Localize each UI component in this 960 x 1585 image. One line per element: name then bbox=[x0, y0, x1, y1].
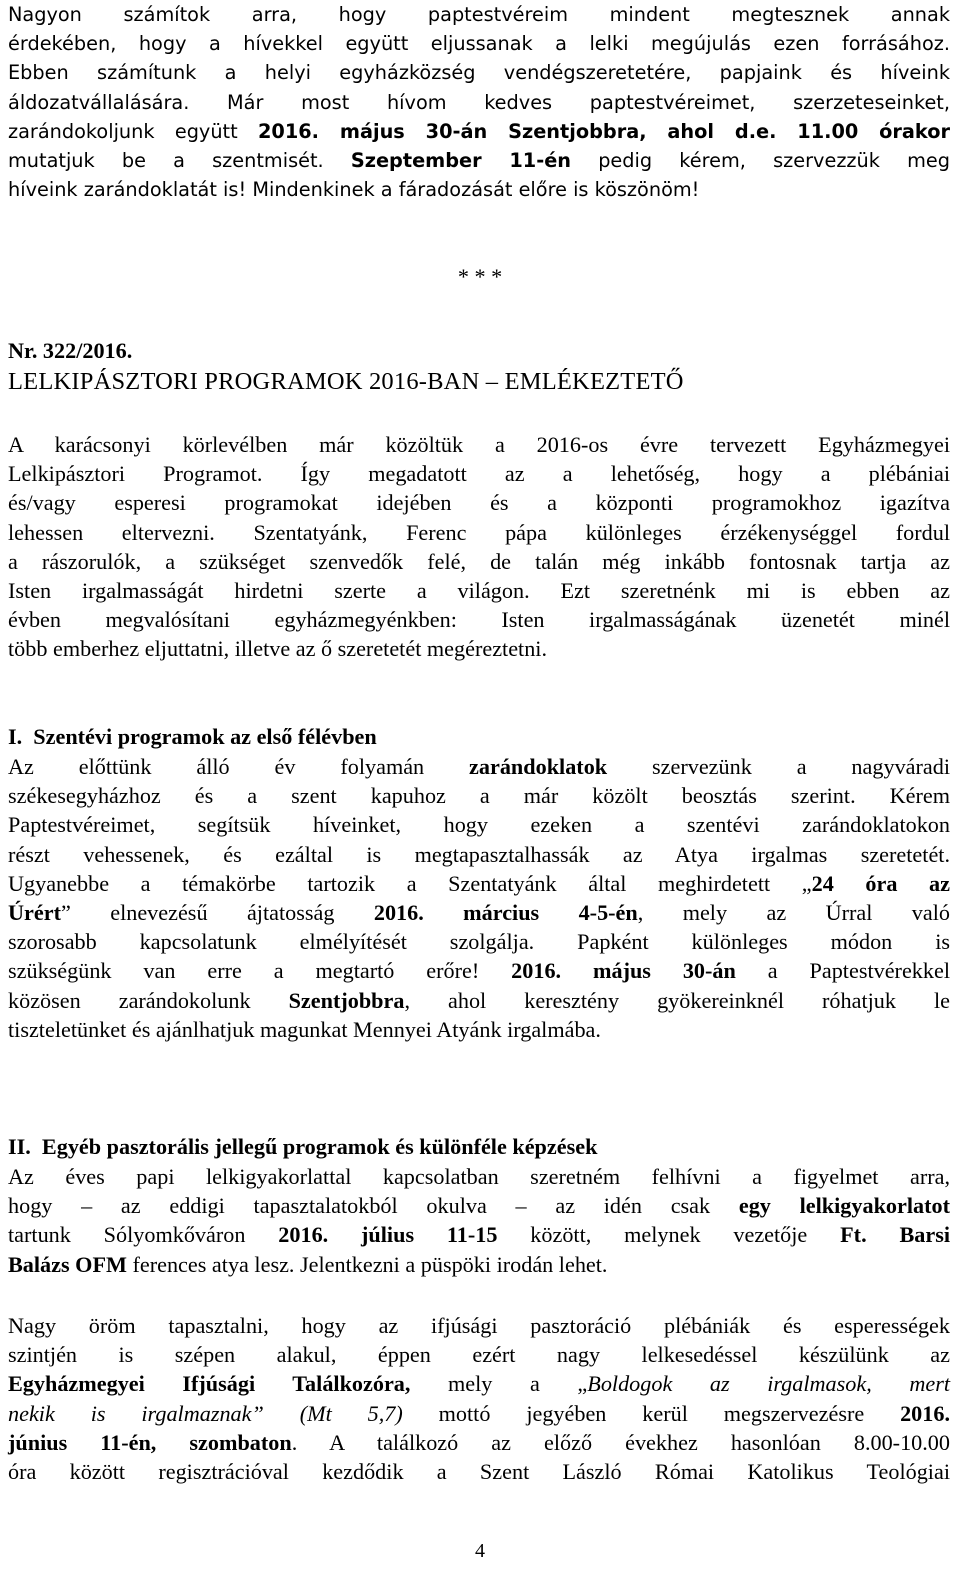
section-number: II. bbox=[8, 1134, 31, 1159]
date-highlight: 2016. május 30-án Szentjobbra, ahol d.e. 11.00 órakor bbox=[257, 119, 950, 143]
text-line bbox=[8, 1250, 950, 1279]
text-span: . A találkozó az előző évekhez hasonlóan 8.00-10.00 bbox=[291, 1429, 950, 1455]
text-span: között, melynek vezetője bbox=[497, 1222, 841, 1248]
bold-term: egy lelkigyakorlatot bbox=[738, 1193, 950, 1219]
section-2-body bbox=[8, 1162, 950, 1279]
date-highlight: 2016. március 4-5-én bbox=[373, 900, 638, 926]
text-line bbox=[8, 1220, 950, 1249]
text-line bbox=[8, 956, 950, 985]
text-line: A karácsonyi körlevélben már közöltük a 2016-os évre tervezett Egyházmegyei bbox=[8, 432, 950, 457]
text-line: Ebben számítunk a helyi egyházközség vendégszeretetére, papjaink és híveink bbox=[8, 61, 950, 85]
doc-number-text: Nr. 322/2016. bbox=[8, 338, 133, 363]
motto-text: Boldogok az irgalmasok, mert bbox=[587, 1371, 951, 1397]
text-span: Ugyanebbe a témakörbe tartozik a Szentatyánk által meghirdetett „ bbox=[8, 870, 812, 896]
text-line: Az éves papi lelkigyakorlattal kapcsolatban szeretném felhívni a figyelmet arra, bbox=[8, 1164, 950, 1189]
text-span: szükségünk van erre a megtartó erőre! bbox=[8, 958, 512, 984]
text-line bbox=[8, 146, 950, 175]
text-span: szervezünk a nagyváradi bbox=[607, 754, 950, 779]
youth-paragraph bbox=[8, 1311, 950, 1486]
intro-paragraph bbox=[8, 430, 950, 664]
date-highlight: június 11-én, szombaton bbox=[8, 1429, 292, 1455]
text-line bbox=[8, 1399, 950, 1428]
text-span: a Paptestvérekkel bbox=[735, 958, 950, 984]
text-line: évben megvalósítani egyházmegyénkben: Isten irgalmasságának üzenetét minél bbox=[8, 607, 950, 633]
text-line: Isten irgalmasságát hirdetni szerte a világon. Ezt szeretnénk mi is ebben az bbox=[8, 578, 950, 604]
page-title: LELKIPÁSZTORI PROGRAMOK 2016-BAN – EMLÉKEZTETŐ bbox=[8, 368, 684, 395]
text-span: ” elnevezésű ájtatosság bbox=[60, 900, 374, 926]
text-line: óra között regisztrációval kezdődik a Szent László Római Katolikus Teológiai bbox=[8, 1459, 950, 1485]
text-line: Nagy öröm tapasztalni, hogy az ifjúsági pasztoráció plébániák és esperességek bbox=[8, 1313, 950, 1338]
doc-number bbox=[8, 336, 132, 365]
text-line: szorosabb kapcsolatunk elmélyítését szolgálja. Papként különleges módon is bbox=[8, 929, 950, 955]
section-2-heading bbox=[8, 1132, 597, 1161]
text-line: székesegyházhoz és a szent kapuhoz a már közölt beosztás szerint. Kérem bbox=[8, 783, 950, 809]
text-line: Lelkipásztori Programot. Így megadatott az a lehetőség, hogy a plébániai bbox=[8, 461, 950, 487]
text-line: lehessen eltervezni. Szentatyánk, Ferenc pápa különleges érzékenységgel fordul bbox=[8, 519, 950, 545]
text-line: Nagyon számítok arra, hogy paptestvéreim mindent megtesznek annak bbox=[8, 3, 950, 26]
text-line: és/vagy esperesi programokat idejében és a központi programokhoz igazítva bbox=[8, 490, 950, 516]
bold-term: Balázs OFM bbox=[8, 1251, 127, 1277]
text-line: részt vehessenek, és ezáltal is megtapasztalhassák az Atya irgalmas szeretetét. bbox=[8, 841, 950, 867]
top-paragraph bbox=[8, 0, 950, 204]
text-span: Az előttünk álló év folyamán bbox=[8, 754, 470, 779]
text-span: zarándokoljunk együtt bbox=[8, 119, 258, 143]
text-line bbox=[8, 117, 950, 146]
bold-term: Egyházmegyei Ifjúsági Találkozóra, bbox=[8, 1371, 411, 1397]
date-highlight: 2016. július 11-15 bbox=[278, 1222, 498, 1248]
separator: * * * bbox=[457, 264, 503, 289]
text-line bbox=[8, 869, 950, 898]
bold-term: Úrért bbox=[8, 900, 61, 926]
text-span: közösen zarándokolunk bbox=[8, 987, 289, 1013]
motto-text: nekik is irgalmaznak” (Mt 5,7) bbox=[8, 1400, 403, 1426]
text-span: pedig kérem, szervezzük meg bbox=[571, 149, 950, 173]
section-number: I. bbox=[8, 724, 23, 749]
text-line bbox=[8, 1428, 950, 1457]
text-line: tiszteletünket és ajánlhatjuk magunkat Mennyei Atyánk irgalmába. bbox=[8, 1016, 601, 1042]
bold-term: Szentjobbra bbox=[288, 987, 405, 1013]
date-highlight: 2016. május 30-án bbox=[511, 958, 736, 984]
text-line bbox=[8, 752, 950, 781]
bold-term: zarándoklatok bbox=[469, 754, 608, 779]
section-heading-text: Egyéb pasztorális jellegű programok és különféle képzések bbox=[41, 1134, 598, 1159]
text-span: hogy – az eddigi tapasztalatokból okulva – az idén csak bbox=[8, 1193, 739, 1219]
text-line: a rászorulók, a szükséget szenvedők felé, de talán még inkább fontosnak tartja az bbox=[8, 548, 950, 574]
date-highlight: 2016. bbox=[900, 1400, 950, 1426]
text-line: érdekében, hogy a hívekkel együtt eljussanak a lelki megújulás ezen forrásához. bbox=[8, 32, 950, 56]
text-line bbox=[8, 986, 950, 1015]
date-highlight: Szeptember 11-én bbox=[350, 149, 572, 173]
bold-term: Ft. Barsi bbox=[840, 1222, 950, 1248]
text-line bbox=[8, 1191, 950, 1220]
text-span: , mely az Úrral való bbox=[637, 900, 950, 926]
section-1-heading bbox=[8, 722, 377, 751]
text-span: mutatjuk be a szentmisét. bbox=[8, 149, 324, 173]
text-line bbox=[8, 898, 950, 927]
text-span: ferences atya lesz. Jelentkezni a püspöki irodán lehet. bbox=[126, 1251, 608, 1277]
text-span: tartunk Sólyomkőváron bbox=[8, 1222, 279, 1248]
section-heading-text: Szentévi programok az első félévben bbox=[33, 724, 377, 749]
text-span: mottó jegyében kerül megszervezésre bbox=[402, 1400, 901, 1426]
text-line: több emberhez eljuttatni, illetve az ő szeretetét megéreztetni. bbox=[8, 636, 548, 662]
text-line bbox=[8, 1369, 950, 1398]
page-number: 4 bbox=[475, 1540, 485, 1562]
text-span: , ahol keresztény gyökereinknél róhatjuk le bbox=[404, 987, 950, 1013]
text-line: híveink zarándoklatát is! Mindenkinek a fáradozását előre is köszönöm! bbox=[8, 178, 700, 202]
text-line: szintjén is szépen alakul, éppen ezért nagy lelkesedéssel készülünk az bbox=[8, 1342, 950, 1368]
bold-term: 24 óra az bbox=[811, 870, 950, 896]
text-line: áldozatvállalására. Már most hívom kedves paptestvéreimet, szerzeteseinket, bbox=[8, 90, 950, 114]
text-span: mely a „ bbox=[410, 1371, 588, 1397]
text-line: Paptestvéreimet, segítsük híveinket, hogy ezeken a szentévi zarándoklatokon bbox=[8, 812, 950, 838]
section-1-body bbox=[8, 752, 950, 1044]
